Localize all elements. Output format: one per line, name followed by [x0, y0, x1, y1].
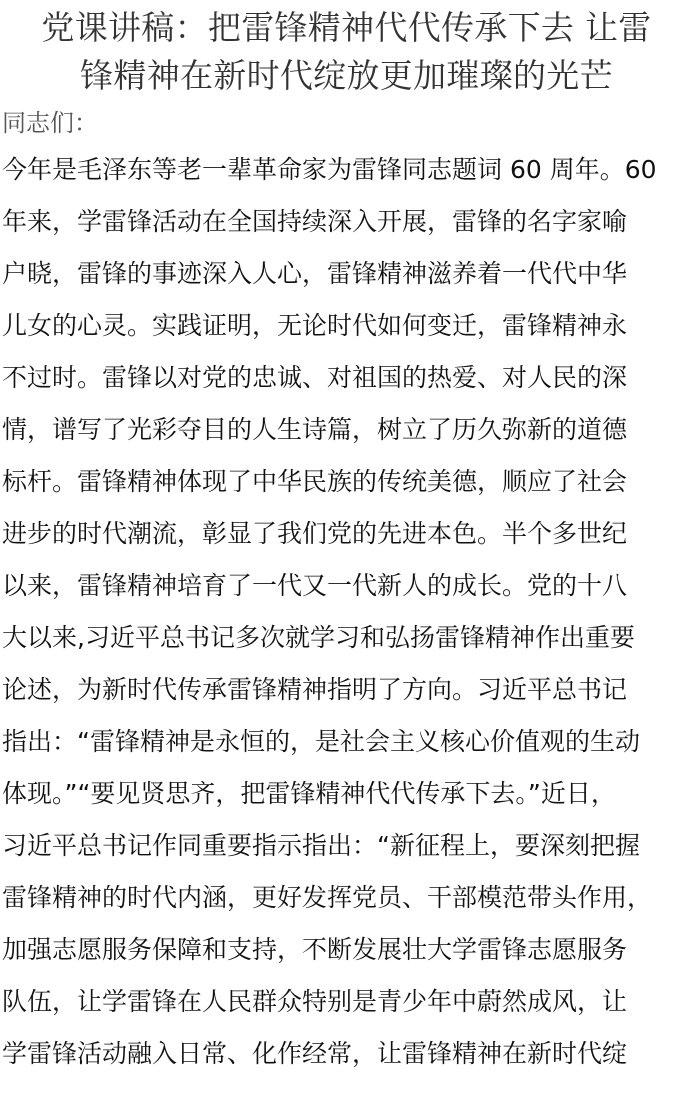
body-line: 论述，为新时代传承雷锋精神指明了方向。习近平总书记: [2, 675, 628, 704]
body-line: 习近平总书记作同重要指示指出：“新征程上，要深刻把握: [2, 831, 640, 860]
body-line: 情，谱写了光彩夺目的人生诗篇，树立了历久弥新的道德: [2, 415, 628, 444]
body-line: 学雷锋活动融入日常、化作经常，让雷锋精神在新时代绽: [2, 1039, 628, 1068]
body-line: 体现。”“要见贤思齐，把雷锋精神代代传承下去。”近日，: [2, 779, 616, 808]
body-line: 大以来,习近平总书记多次就学习和弘扬雷锋精神作出重要: [2, 623, 635, 652]
salutation: 同志们：: [2, 109, 98, 137]
title-line: 锋精神在新时代绽放更加璀璨的光芒: [80, 56, 613, 95]
body-line: 今年是毛泽东等老一辈革命家为雷锋同志题词 60 周年。60: [2, 155, 657, 184]
body-line: 指出：“雷锋精神是永恒的，是社会主义核心价值观的生动: [2, 727, 640, 756]
title-line: 党课讲稿：把雷锋精神代代传承下去 让雷: [41, 8, 652, 47]
body-line: 户晓，雷锋的事迹深入人心，雷锋精神滋养着一代代中华: [2, 259, 628, 288]
article-title: [0, 0, 693, 100]
body-line: 加强志愿服务保障和支持，不断发展壮大学雷锋志愿服务: [2, 935, 628, 964]
body-line: 儿女的心灵。实践证明，无论时代如何变迁，雷锋精神永: [2, 311, 628, 340]
body-line: 雷锋精神的时代内涵，更好发挥党员、干部模范带头作用，: [2, 883, 653, 912]
body-line: 队伍，让学雷锋在人民群众特别是青少年中蔚然成风，让: [2, 987, 628, 1016]
body-line: 标杆。雷锋精神体现了中华民族的传统美德，顺应了社会: [2, 467, 628, 496]
body-line: 年来，学雷锋活动在全国持续深入开展，雷锋的名字家喻: [2, 207, 628, 236]
body-line: 进步的时代潮流，彰显了我们党的先进本色。半个多世纪: [2, 519, 628, 548]
body-line: 不过时。雷锋以对党的忠诚、对祖国的热爱、对人民的深: [2, 363, 628, 392]
body-paragraph: [0, 144, 693, 1080]
body-line: 以来，雷锋精神培育了一代又一代新人的成长。党的十八: [2, 571, 628, 600]
